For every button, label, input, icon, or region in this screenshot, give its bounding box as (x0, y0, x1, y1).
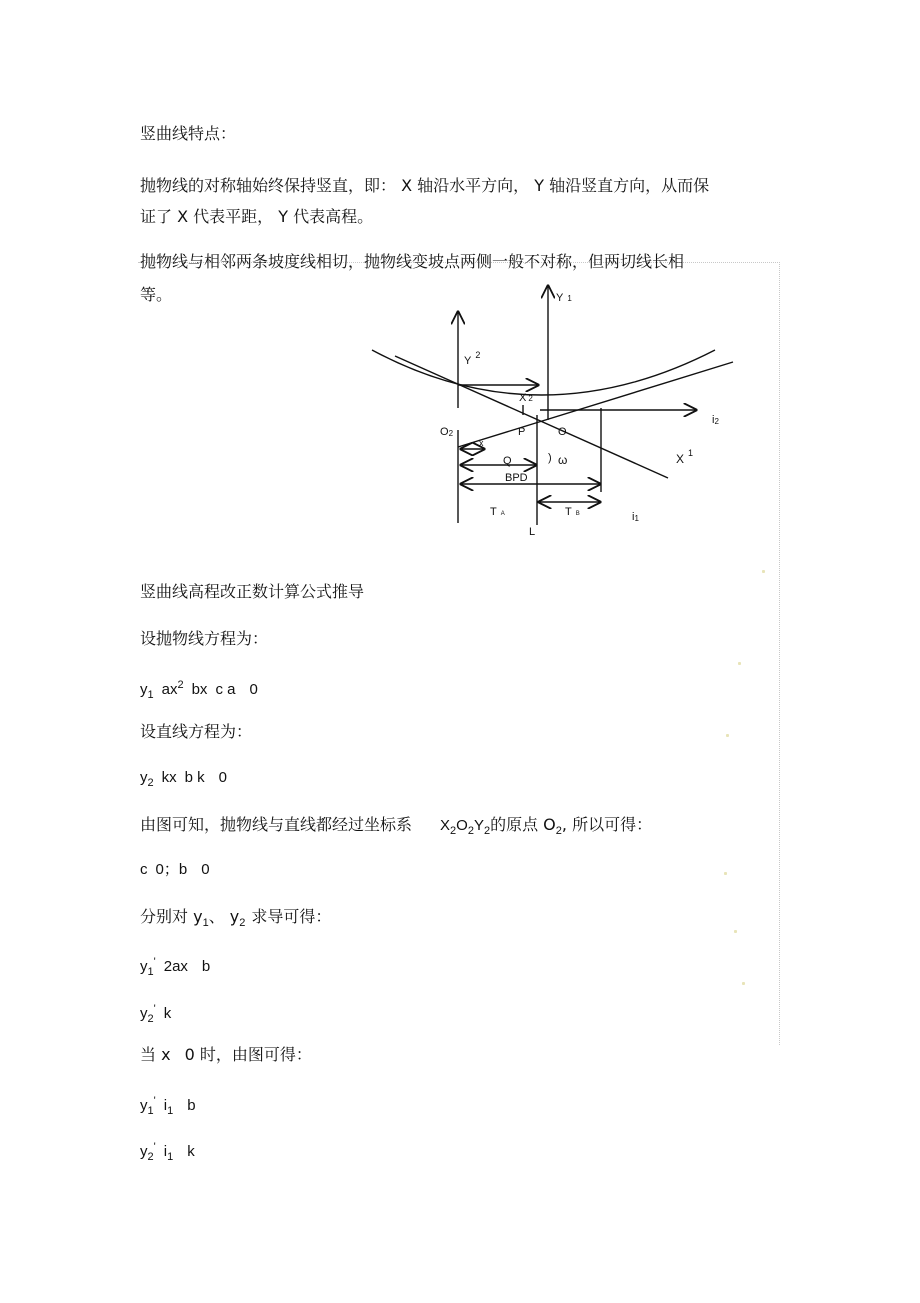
scan-speck (726, 734, 729, 737)
paragraph-1-line-1: 抛物线的对称轴始终保持竖直，即： X 轴沿水平方向， Y 轴沿竖直方向，从而保 (140, 176, 710, 195)
set-parabola-text: 设抛物线方程为： (140, 629, 269, 648)
label-x: x (479, 438, 484, 448)
parabola-curve (372, 350, 715, 395)
label-omega: ω (558, 453, 568, 467)
derivation-title: 竖曲线高程改正数计算公式推导 (140, 582, 365, 601)
when-x-zero-text: 当 x 0 时，由图可得： (140, 1045, 312, 1064)
equation-slope-1: $y_1'$ $i_1$ b (140, 1095, 196, 1117)
label-o: O (558, 426, 567, 438)
label-q: Q (503, 455, 512, 467)
scan-speck (734, 930, 737, 933)
equation-derivative-1: $y_1'$ 2ax b (140, 956, 211, 978)
origin-text: 由图可知，抛物线与直线都经过坐标系 $X_2O_2Y_2$的原点 $O_2$, 所以可得： (140, 815, 653, 838)
scan-speck (742, 982, 745, 985)
scan-speck (724, 872, 727, 875)
paragraph-1-line-2: 证了 X 代表平距， Y 代表高程。 (140, 207, 374, 226)
scan-speck (738, 662, 741, 665)
tangent-line-i2 (458, 362, 733, 447)
label-o2: O2 (440, 426, 454, 438)
label-p: P (518, 426, 526, 438)
equation-derivative-2: $y_2'$ k (140, 1003, 172, 1025)
set-line-text: 设直线方程为： (140, 722, 253, 741)
paragraph-2-line-2: 等。 (140, 285, 173, 304)
label-y1: Y 1 (556, 292, 572, 304)
label-y2: Y $^2$ (464, 350, 481, 367)
label-ta: T A (490, 506, 505, 518)
paragraph-2-line-1: 抛物线与相邻两条坡度线相切，抛物线变坡点两侧一般不对称，但两切线长相 (140, 252, 685, 271)
equation-line: $y_2$ kx b k 0 (140, 769, 227, 789)
section-title: 竖曲线特点： (140, 124, 237, 143)
label-tb: T B (565, 506, 580, 518)
equation-slope-2: $y_2'$ $i_1$ k (140, 1141, 195, 1163)
equation-parabola: $y_1$ $ax^2$ bx c a 0 (140, 679, 258, 701)
label-i2: i2 (712, 414, 719, 426)
label-l: L (529, 526, 536, 538)
label-bpd: BPD (505, 472, 528, 484)
label-x2: X 2 (519, 392, 533, 404)
label-i1: i1 (632, 511, 639, 523)
equation-c-b: c 0；b 0 (140, 861, 210, 878)
label-omega-paren: ) (548, 452, 552, 464)
tangent-line-i1 (395, 356, 668, 478)
label-x1: X $^1$ (676, 448, 694, 466)
scan-speck (762, 570, 765, 573)
derivative-text: 分别对 $y_1$、 $y_2$ 求导可得： (140, 907, 332, 930)
